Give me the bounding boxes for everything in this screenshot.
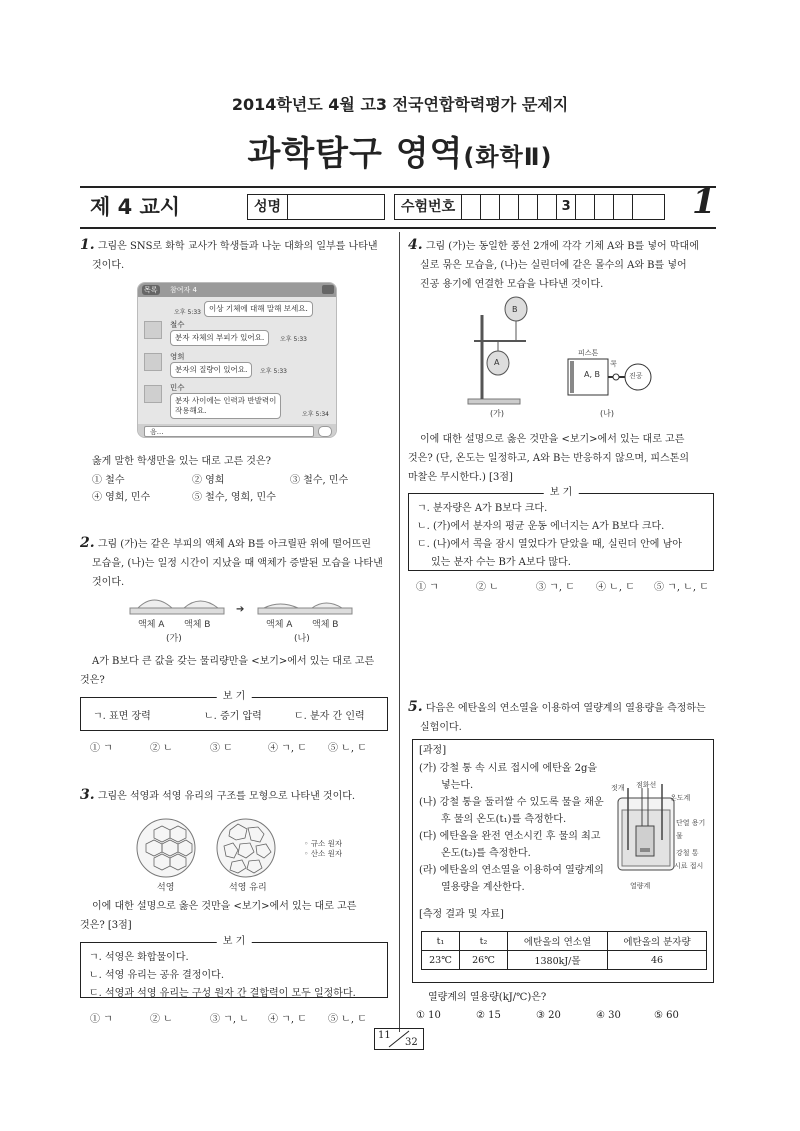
question-1-stem-line2: 것이다. xyxy=(92,260,125,271)
question-5-stem-line1: 다음은 에탄올의 연소열을 이용하여 열량계의 열용량을 측정하는 xyxy=(425,703,706,714)
option-2: ② 15 xyxy=(476,1010,501,1021)
step-label: (가) xyxy=(419,763,437,774)
menu-icon xyxy=(322,285,334,294)
exam-number-cell xyxy=(633,195,652,219)
question-4-ask-line3: 마찰은 무시한다.) [3점] xyxy=(408,472,513,483)
page-number: 1 xyxy=(692,182,716,222)
fig4-label-piston: 피스톤 xyxy=(578,349,599,357)
label-water: 물 xyxy=(676,832,683,840)
step-text: 강철 통을 둘러쌀 수 있도록 물을 채운 xyxy=(439,797,604,808)
question-2-ask xyxy=(80,652,392,690)
exam-number-cell xyxy=(500,195,519,219)
table-header-cell: t₁ xyxy=(422,932,460,951)
student-3-message-line2: 작용해요. xyxy=(175,406,207,415)
student-1-message: 분자 자체의 부피가 있어요. xyxy=(170,330,269,346)
legend-oxygen: ◦ 산소 원자 xyxy=(304,849,343,858)
fig2-label-b2: 액체 B xyxy=(312,620,339,630)
question-4-number: 4. xyxy=(408,237,423,253)
option-4: ④ ㄱ, ㄷ xyxy=(268,1014,307,1025)
bogi-item: ㄷ. (나)에서 콕을 잠시 열었다가 닫았을 때, 실린더 안에 남아 xyxy=(417,539,682,550)
question-4-stem-line2: 실로 묶은 모습을, (나)는 실린더에 같은 몰수의 A와 B를 넣어 xyxy=(420,260,687,271)
session-label: 제 4 교시 xyxy=(90,195,181,219)
fig2-label-a1: 액체 A xyxy=(138,620,165,630)
option-5: ⑤ ㄴ, ㄷ xyxy=(328,743,367,754)
sns-chat-figure xyxy=(137,282,337,438)
student-1-time: 오후 5:33 xyxy=(280,336,307,343)
quartz-structure-figure xyxy=(134,816,304,880)
step-label: (라) xyxy=(419,865,437,876)
question-3-ask xyxy=(80,897,392,935)
bogi-item-continued: 있는 분자 수는 B가 A보다 많다. xyxy=(431,557,571,568)
column-divider xyxy=(399,232,400,1032)
question-1-number: 1. xyxy=(80,237,95,253)
option-4: ④ 30 xyxy=(596,1010,621,1021)
question-4-ask-line2: 것은? (단, 온도는 일정하고, A와 B는 반응하지 않으며, 피스톤의 xyxy=(408,453,689,464)
bogi-item: ㄱ. 표면 장력 xyxy=(93,711,151,722)
question-2-stem-line1: 그림 (가)는 같은 부피의 액체 A와 B를 아크릴판 위에 떨어뜨린 xyxy=(97,539,371,550)
table-cell: 23℃ xyxy=(422,951,460,970)
label-dish: 시료 접시 xyxy=(674,862,704,870)
droplet-b-after xyxy=(312,603,342,608)
question-5-stem xyxy=(408,698,723,737)
bogi-item: ㄷ. 분자 간 인력 xyxy=(294,711,365,722)
fig4-label-b: B xyxy=(512,305,518,314)
option-5: ⑤ 60 xyxy=(654,1010,679,1021)
bogi-title: 보 기 xyxy=(544,486,579,500)
question-2-number: 2. xyxy=(80,535,95,551)
send-icon xyxy=(318,426,332,437)
student-2-time: 오후 5:33 xyxy=(260,368,287,375)
fig2-label-b1: 액체 B xyxy=(184,620,211,630)
student-2-name: 영희 xyxy=(170,352,185,361)
option-5: ⑤ 철수, 영희, 민수 xyxy=(192,492,276,503)
question-5-ask: 열량계의 열용량(kJ/℃)은? xyxy=(428,992,547,1003)
avatar xyxy=(144,385,162,403)
exam-number-cell xyxy=(595,195,614,219)
name-label: 성명 xyxy=(248,195,288,219)
bogi-item: ㄴ. 석영 유리는 공유 결정이다. xyxy=(89,970,224,981)
sample-dish xyxy=(640,848,650,852)
option-2: ② ㄴ xyxy=(476,582,499,593)
exam-subtitle: 2014학년도 4월 고3 전국연합학력평가 문제지 xyxy=(231,95,569,114)
option-1: ① ㄱ xyxy=(416,582,439,593)
avatar xyxy=(144,321,162,339)
bogi-box-q4 xyxy=(408,487,714,571)
option-3: ③ ㄷ xyxy=(210,743,233,754)
option-4: ④ 영희, 민수 xyxy=(92,492,151,503)
result-title: [측정 결과 및 자료] xyxy=(419,909,504,920)
teacher-message: 이상 기체에 대해 말해 보세요. xyxy=(204,301,313,317)
stand-base xyxy=(468,399,520,404)
option-2: ② ㄴ xyxy=(150,743,173,754)
arrow-icon: ➔ xyxy=(236,604,245,615)
bogi-title: 보 기 xyxy=(217,690,252,704)
page-current: 11 xyxy=(378,1030,391,1041)
fig4-caption-na: (나) xyxy=(600,409,614,418)
option-3: ③ 20 xyxy=(536,1010,561,1021)
fig2-caption-ga: (가) xyxy=(166,634,182,644)
option-1: ① 철수 xyxy=(92,475,125,486)
question-5-number: 5. xyxy=(408,699,423,715)
table-cell: 1380kJ/몰 xyxy=(508,951,608,970)
table-cell: 46 xyxy=(608,951,707,970)
bogi-box-q2 xyxy=(80,691,388,731)
header-rule-top xyxy=(80,186,716,188)
question-5-stem-line2: 실험이다. xyxy=(420,722,462,733)
exam-number-cell xyxy=(614,195,633,219)
question-4-stem-line1: 그림 (가)는 동일한 풍선 2개에 각각 기체 A와 B를 넣어 막대에 xyxy=(425,241,699,252)
droplet-b-before xyxy=(184,601,218,608)
chat-title-bar xyxy=(138,283,337,297)
question-3-ask-line2: 것은? [3점] xyxy=(80,920,132,931)
fig4-label-a: A xyxy=(494,358,500,367)
page-counter-box xyxy=(374,1028,424,1050)
question-1-stem-line1: 그림은 SNS로 화학 교사가 학생들과 나눈 대화의 일부를 나타낸 xyxy=(97,241,378,252)
question-4-stem-line3: 진공 용기에 연결한 모습을 나타낸 것이다. xyxy=(420,279,604,290)
question-2-stem xyxy=(80,534,395,592)
label-steel: 강철 통 xyxy=(676,849,699,857)
exam-number-cell xyxy=(576,195,595,219)
question-4-stem xyxy=(408,236,723,294)
chat-input-field xyxy=(144,426,314,437)
droplet-a-after xyxy=(264,604,298,608)
table-header-row xyxy=(422,932,707,951)
option-1: ① ㄱ xyxy=(90,743,113,754)
question-2-stem-line3: 것이다. xyxy=(92,577,125,588)
fig3-caption-quartz: 석영 xyxy=(157,883,175,893)
procedure-step xyxy=(419,760,611,777)
result-table xyxy=(421,931,707,970)
exam-number-cell-fixed: 3 xyxy=(557,195,576,219)
valve-icon xyxy=(613,374,619,380)
procedure-step xyxy=(419,828,611,845)
fig2-caption-na: (나) xyxy=(294,634,310,644)
student-3-name: 민수 xyxy=(170,383,185,392)
procedure-step-cont: 열용량을 계산한다. xyxy=(441,882,525,893)
bogi-item: ㄱ. 분자량은 A가 B보다 크다. xyxy=(417,503,548,514)
question-4-ask-line1: 이에 대한 설명으로 옳은 것만을 <보기>에서 있는 대로 고른 xyxy=(420,434,685,445)
droplet-a-before xyxy=(138,600,172,608)
step-text: 에탄올을 완전 연소시킨 후 물의 최고 xyxy=(439,831,601,842)
question-1-stem xyxy=(80,236,395,275)
fig4-label-vacuum: 진공 xyxy=(629,372,643,380)
procedure-step-cont: 후 물의 온도(t₁)를 측정한다. xyxy=(441,814,567,825)
question-3-stem xyxy=(80,786,395,806)
exam-title xyxy=(0,126,800,175)
fig4-label-valve: 콕 xyxy=(610,360,617,368)
question-2-ask-line2: 것은? xyxy=(80,675,105,686)
question-2-ask-line1: A가 B보다 큰 값을 갖는 물리량만을 <보기>에서 있는 대로 고른 xyxy=(92,656,375,667)
procedure-step-cont: 온도(t₂)를 측정한다. xyxy=(441,848,531,859)
chat-back-button: 목록 xyxy=(144,286,158,294)
option-1: ① ㄱ xyxy=(90,1014,113,1025)
question-3-stem-text: 그림은 석영과 석영 유리의 구조를 모형으로 나타낸 것이다. xyxy=(97,791,356,802)
teacher-time: 오후 5:33 xyxy=(174,309,201,316)
option-1: ① 10 xyxy=(416,1010,441,1021)
table-header-cell: 에탄올의 분자량 xyxy=(608,932,707,951)
option-2: ② ㄴ xyxy=(150,1014,173,1025)
question-2-stem-line2: 모습을, (나)는 일정 시간이 지났을 때 액체가 증발된 모습을 나타낸 xyxy=(92,558,383,569)
procedure-step xyxy=(419,862,611,879)
acrylic-plate-b xyxy=(258,608,352,614)
fig4-caption-ga: (가) xyxy=(490,409,504,418)
chat-title: 참여자 4 xyxy=(170,286,197,294)
fig2-label-a2: 액체 A xyxy=(266,620,293,630)
label-ignition-wire: 점화선 xyxy=(636,781,657,789)
bogi-title: 보 기 xyxy=(217,935,252,949)
header-rule-bottom xyxy=(80,227,716,229)
student-2-message: 분자의 질량이 있어요. xyxy=(170,362,252,378)
acrylic-plate-a xyxy=(130,608,224,614)
option-4: ④ ㄱ, ㄷ xyxy=(268,743,307,754)
question-4-ask xyxy=(408,430,720,487)
table-row xyxy=(422,951,707,970)
exam-subject: (화학Ⅱ) xyxy=(463,143,553,171)
student-3-time: 오후 5:34 xyxy=(302,411,329,418)
bogi-item: ㄴ. (가)에서 분자의 평균 운동 에너지는 A가 B보다 크다. xyxy=(417,521,665,532)
table-cell: 26℃ xyxy=(460,951,508,970)
label-insulated: 단열 용기 xyxy=(676,819,706,827)
label-thermometer: 온도계 xyxy=(670,794,691,802)
step-label: (나) xyxy=(419,797,437,808)
fig3-caption-glass: 석영 유리 xyxy=(229,883,267,893)
exam-number-cell xyxy=(462,195,481,219)
exam-number-cell xyxy=(481,195,500,219)
exam-number-cell xyxy=(519,195,538,219)
student-1-name: 철수 xyxy=(170,320,185,329)
name-box xyxy=(247,194,385,220)
bogi-item: ㄴ. 증기 압력 xyxy=(204,711,262,722)
bogi-item: ㄷ. 석영과 석영 유리는 구성 원자 간 결합력이 모두 일정하다. xyxy=(89,988,356,999)
balloon-apparatus-figure xyxy=(460,295,670,411)
student-3-message-line1: 분자 사이에는 인력과 반발력이 xyxy=(175,396,277,405)
procedure-list xyxy=(419,760,611,896)
legend-silicon: ◦ 규소 원자 xyxy=(304,839,343,848)
option-5: ⑤ ㄱ, ㄴ, ㄷ xyxy=(654,582,709,593)
step-text: 에탄올의 연소열을 이용하여 열량계의 xyxy=(439,865,604,876)
question-1-ask: 옳게 말한 학생만을 있는 대로 고른 것은? xyxy=(92,456,271,467)
piston xyxy=(570,361,574,393)
exam-number-label: 수험번호 xyxy=(395,195,462,219)
bogi-box-q3 xyxy=(80,936,388,999)
exam-number-box xyxy=(394,194,665,220)
fig4-label-ab: A, B xyxy=(584,370,601,379)
procedure-step xyxy=(419,794,611,811)
step-text: 강철 통 속 시료 접시에 에탄올 2g을 xyxy=(439,763,598,774)
student-3-message xyxy=(170,393,281,419)
exam-title-text: 과학탐구 영역 xyxy=(247,134,464,174)
procedure-title: [과정] xyxy=(419,745,447,756)
option-4: ④ ㄴ, ㄷ xyxy=(596,582,635,593)
table-header-cell: t₂ xyxy=(460,932,508,951)
option-3: ③ ㄱ, ㄷ xyxy=(536,582,575,593)
chat-input-text: 음... xyxy=(150,428,164,436)
option-3: ③ ㄱ, ㄴ xyxy=(210,1014,249,1025)
procedure-step-cont: 넣는다. xyxy=(441,780,474,791)
page-total: 32 xyxy=(405,1037,418,1048)
label-stirrer: 젓개 xyxy=(611,784,625,792)
label-calorimeter: 열량계 xyxy=(630,882,651,890)
table-header-cell: 에탄올의 연소열 xyxy=(508,932,608,951)
bogi-item: ㄱ. 석영은 화합물이다. xyxy=(89,952,189,963)
exam-number-cell xyxy=(538,195,557,219)
option-3: ③ 철수, 민수 xyxy=(290,475,349,486)
question-3-number: 3. xyxy=(80,787,95,803)
question-3-ask-line1: 이에 대한 설명으로 옳은 것만을 <보기>에서 있는 대로 고른 xyxy=(92,901,357,912)
option-2: ② 영희 xyxy=(192,475,225,486)
avatar xyxy=(144,353,162,371)
option-5: ⑤ ㄴ, ㄷ xyxy=(328,1014,367,1025)
step-label: (다) xyxy=(419,831,437,842)
